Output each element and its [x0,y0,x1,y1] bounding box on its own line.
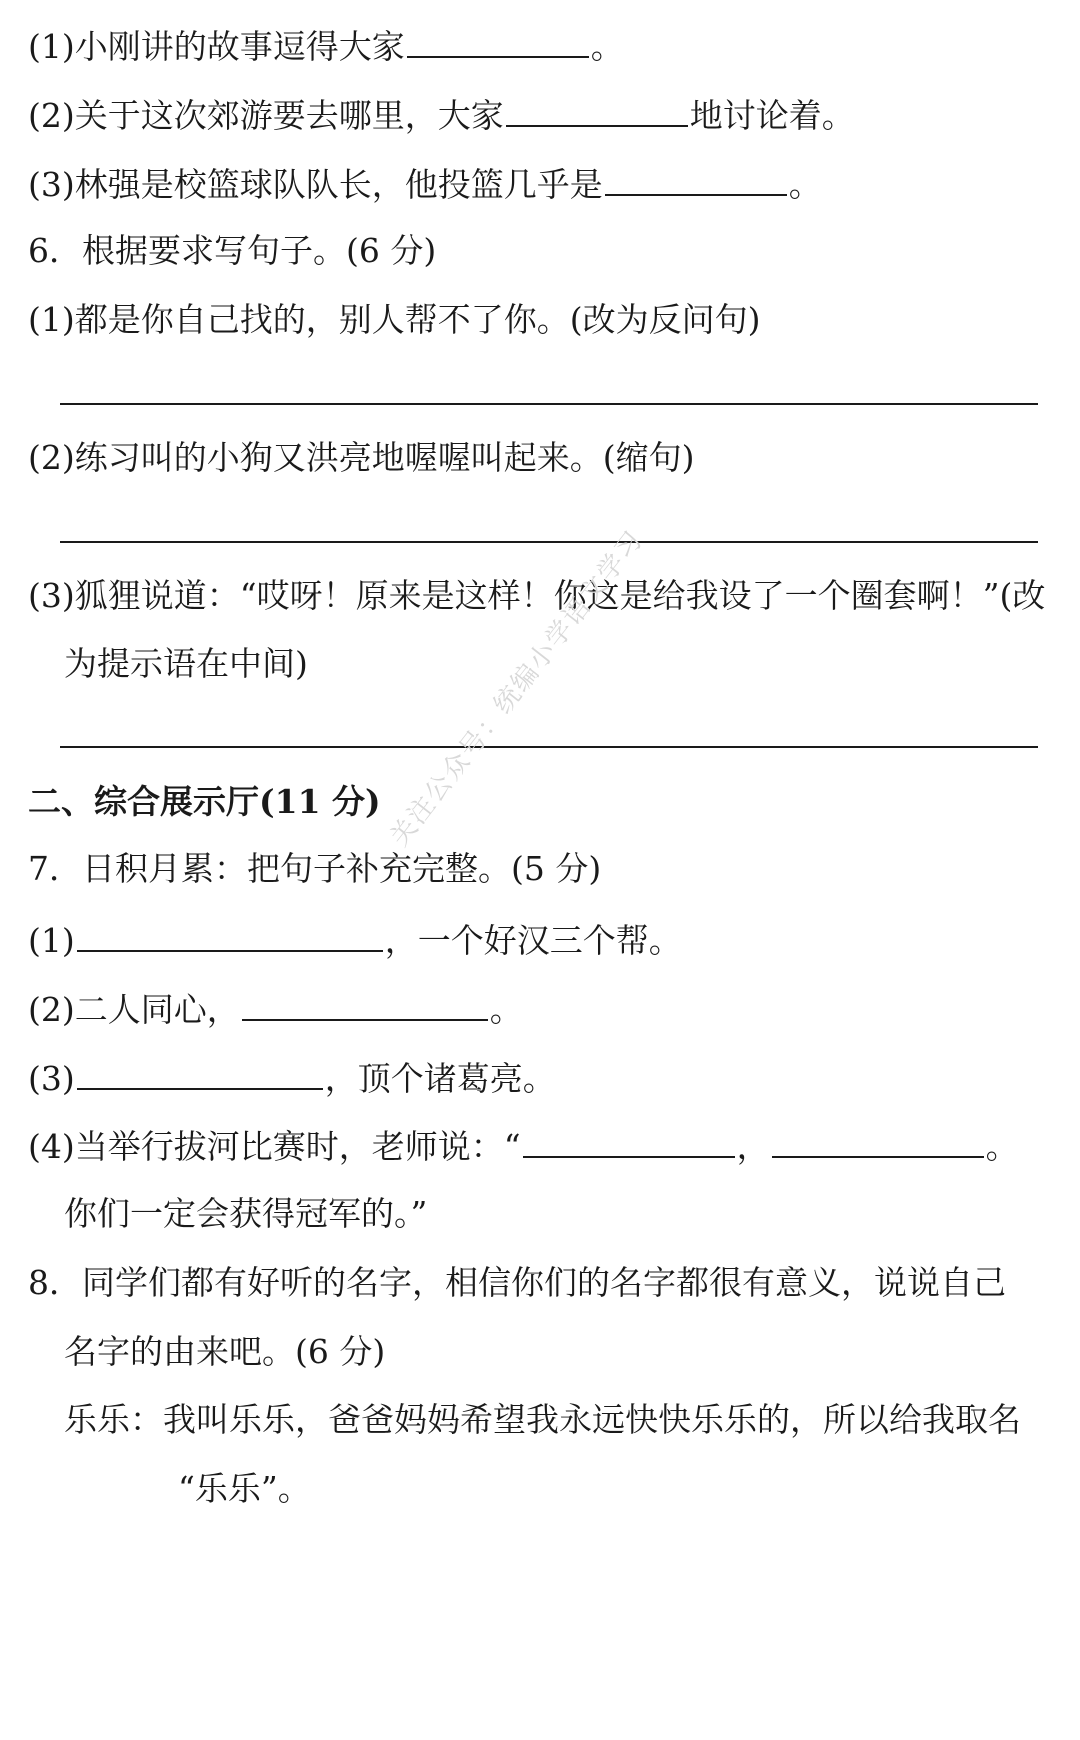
q7-item-3 [28,1054,556,1102]
q8-heading-continuation: 名字的由来吧。(6 分) [64,1332,386,1371]
q7-item-1-label: (1) [28,921,75,960]
q5-item-2 [28,91,855,139]
q6-item-2: (2)练习叫的小狗又洪亮地喔喔叫起来。(缩句) [28,438,695,477]
q7-item-2-end: 。 [489,990,523,1029]
q5-item-1-end: 。 [590,27,624,66]
q7-item-3-blank[interactable] [77,1054,323,1090]
q7-item-2-text: (2)二人同心， [28,990,240,1029]
q7-item-4-blank-1[interactable] [523,1122,735,1158]
q6-heading: 6．根据要求写句子。(6 分) [28,231,437,270]
q7-heading: 7．日积月累：把句子补充完整。(5 分) [28,849,602,888]
q8-example: 乐乐：我叫乐乐，爸爸妈妈希望我永远快快乐乐的，所以给我取名 [64,1400,1021,1439]
q7-item-4-blank-2[interactable] [772,1122,984,1158]
section-title: 二、综合展示厅(11 分) [28,782,381,821]
q7-item-1-text: ，一个好汉三个帮。 [384,921,682,960]
q7-item-4 [28,1122,1019,1170]
q5-item-2-blank[interactable] [506,91,688,127]
q6-item-3-answer-line[interactable] [60,746,1038,748]
q7-item-4-comma: ， [736,1127,770,1166]
q7-item-3-text: ，顶个诸葛亮。 [324,1059,556,1098]
q7-item-1 [28,916,682,964]
q5-item-3-end: 。 [788,165,822,204]
q6-item-1: (1)都是你自己找的，别人帮不了你。(改为反问句) [28,300,761,339]
q6-item-2-answer-line[interactable] [60,541,1038,543]
q5-item-3-blank[interactable] [605,160,787,196]
q7-item-4-end: 。 [985,1127,1019,1166]
q7-item-1-blank[interactable] [77,916,383,952]
q5-item-1 [28,22,624,70]
q7-item-4-text: (4)当举行拔河比赛时，老师说：“ [28,1127,521,1166]
q8-example-continuation: “乐乐”。 [178,1469,311,1508]
q5-item-3-text: (3)林强是校篮球队队长，他投篮几乎是 [28,165,603,204]
q5-item-1-text: (1)小刚讲的故事逗得大家 [28,27,405,66]
q7-item-3-label: (3) [28,1059,75,1098]
q7-item-2 [28,985,523,1033]
q5-item-2-text: (2)关于这次郊游要去哪里，大家 [28,96,504,135]
q6-item-1-answer-line[interactable] [60,403,1038,405]
watermark: 关注公众号：统编小学语文学习 [384,524,650,853]
q5-item-2-end: 地讨论着。 [689,96,855,135]
q7-item-2-blank[interactable] [242,985,488,1021]
q6-item-3-continuation: 为提示语在中间) [64,644,308,683]
q5-item-3 [28,160,822,208]
q7-item-4-continuation: 你们一定会获得冠军的。” [64,1194,428,1233]
q6-item-3: (3)狐狸说道：“哎呀！原来是这样！你这是给我设了一个圈套啊！”(改 [28,576,1046,615]
q8-heading: 8．同学们都有好听的名字，相信你们的名字都很有意义，说说自己 [28,1263,1006,1302]
q5-item-1-blank[interactable] [407,22,589,58]
